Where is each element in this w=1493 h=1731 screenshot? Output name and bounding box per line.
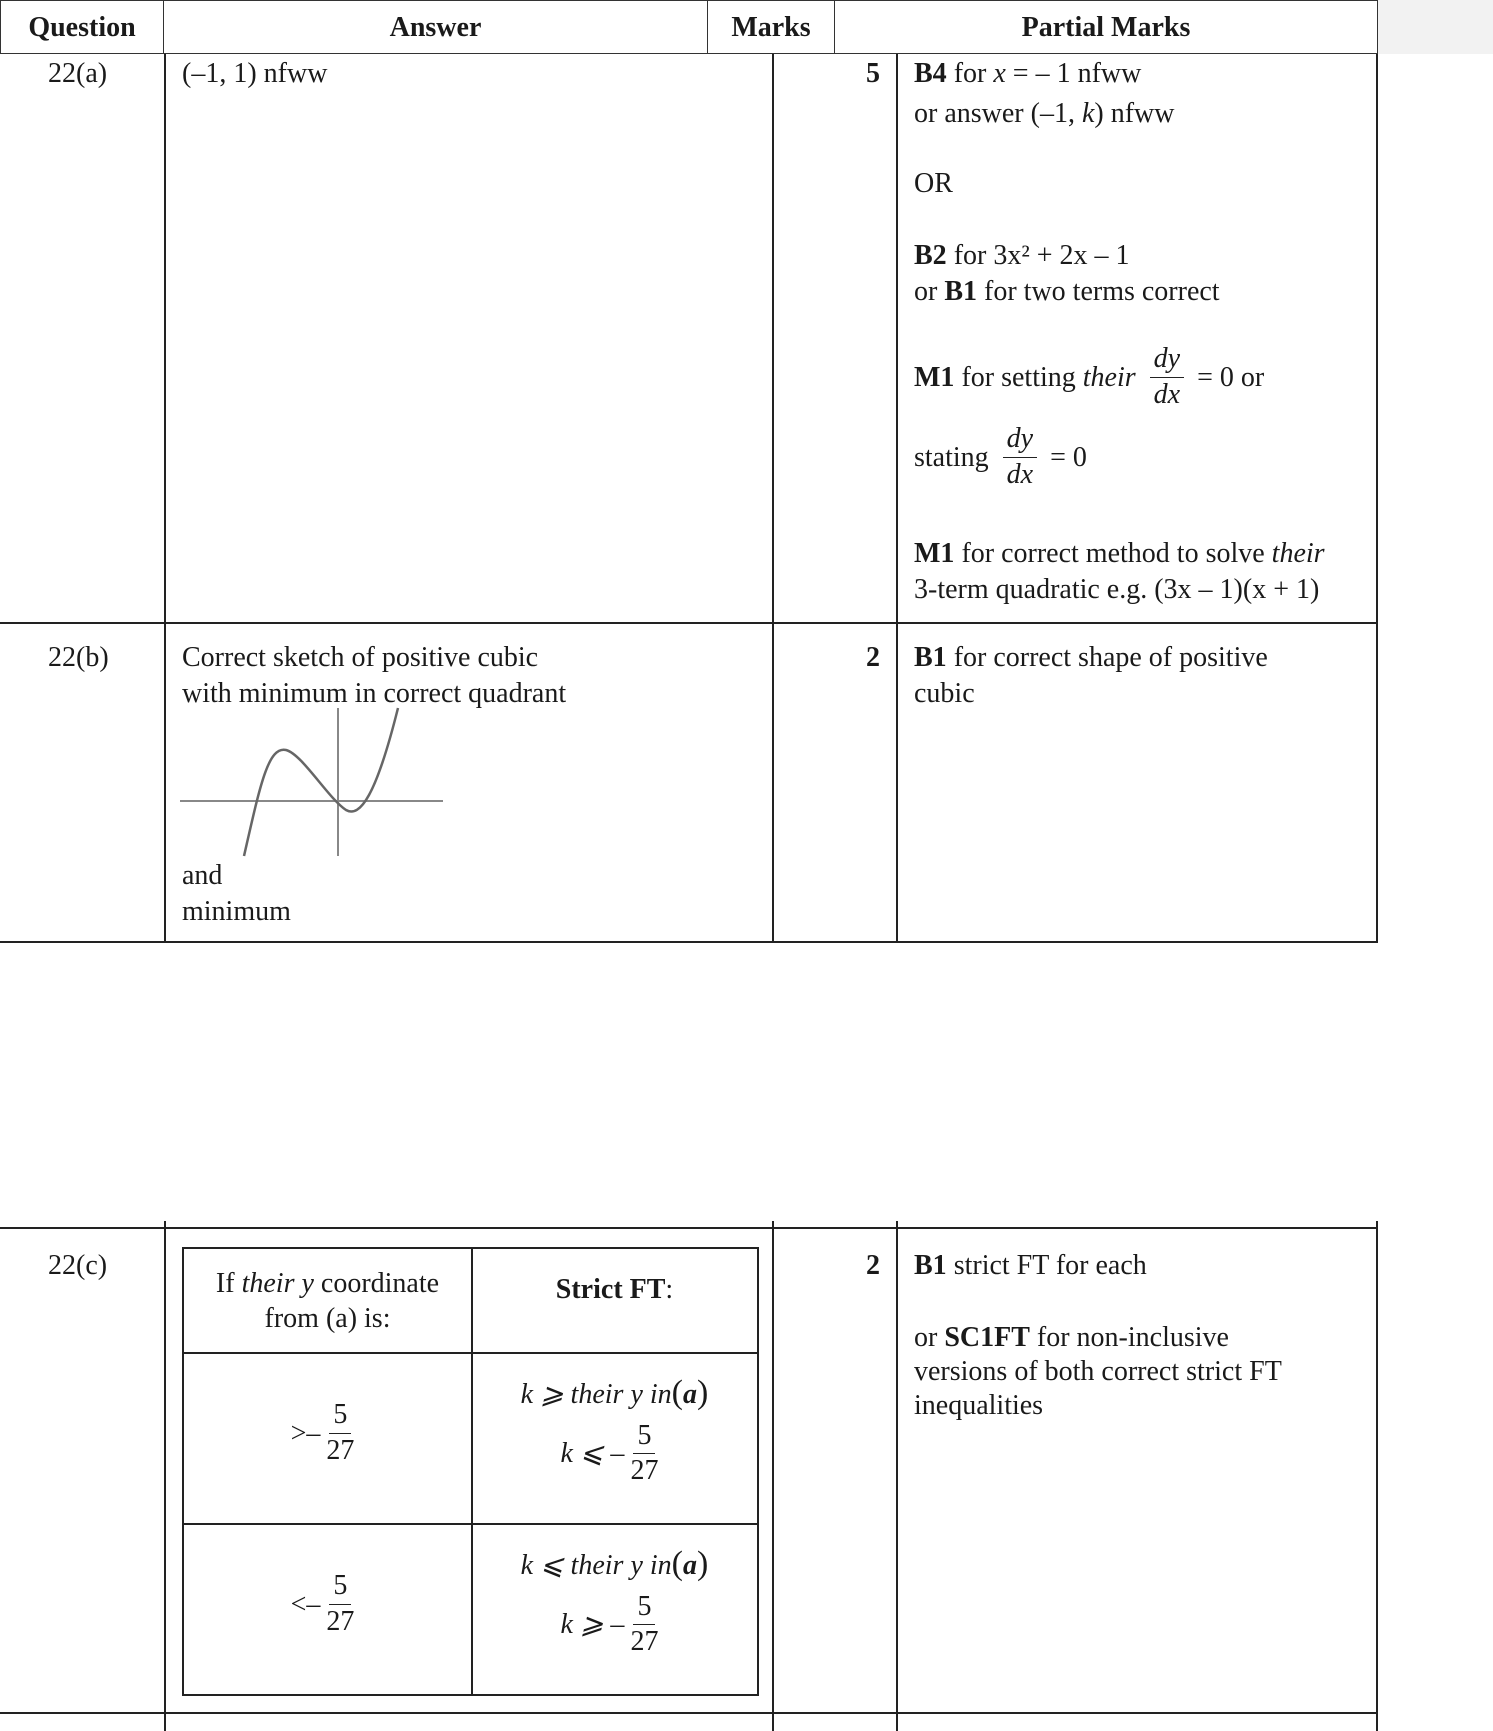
header-partial-marks (834, 0, 1378, 54)
b4-text-2: = – 1 nfww (1005, 58, 1142, 89)
row2-ineq-fraction (626, 1592, 662, 1659)
b1-22c-text: strict FT for each (946, 1250, 1147, 1281)
col-c-divider-marks (896, 1221, 898, 1731)
partial-22b-line2: cubic (914, 678, 975, 709)
col-c-divider-answer (772, 1221, 774, 1731)
header-partial-label: Partial Marks (1021, 11, 1191, 43)
dy-2: dy (1003, 424, 1037, 458)
col-divider-right (1376, 54, 1378, 943)
code-b1: B1 (944, 276, 978, 307)
code-b1-22b: B1 (914, 642, 947, 673)
inner-header-strictft (473, 1249, 756, 1329)
dy-1: dy (1150, 344, 1184, 378)
partial-stating (914, 424, 1087, 491)
header-answer (163, 0, 708, 54)
sc-pre: or (914, 1322, 945, 1353)
partial-b2 (914, 238, 1130, 273)
code-m1b: M1 (914, 538, 955, 569)
inner-row1-ineq (473, 1354, 756, 1523)
partial-b4-alt (914, 96, 1174, 131)
row-c-bottom (0, 1712, 1378, 1714)
code-b4: B4 (914, 58, 947, 89)
partial-22c-line2: versions of both correct strict FT (914, 1356, 1282, 1387)
b1-pre: or (914, 276, 945, 307)
row1-ineq1: k ⩾ their y in(a) (520, 1374, 709, 1411)
row1-ineq2-text: k ⩽ – (560, 1438, 625, 1470)
inner-row2-condition (184, 1525, 471, 1693)
m1a-text: for setting (954, 361, 1083, 393)
b2-text: for 3x² + 2x – 1 (946, 240, 1130, 271)
question-22a: 22(a) (48, 58, 108, 89)
header-marks (707, 0, 835, 54)
code-b1-22c: B1 (914, 1250, 947, 1281)
code-m1a: M1 (914, 361, 955, 393)
partial-22c-line3: inequalities (914, 1390, 1044, 1421)
row2-cond-sign: <– (290, 1588, 321, 1620)
stating-text: stating (914, 441, 989, 473)
dx-1: dx (1153, 378, 1181, 410)
partial-or: OR (914, 168, 953, 199)
m1a-end: = 0 or (1190, 361, 1265, 393)
marks-22a: 5 (866, 58, 880, 89)
row2-ineq1: k ⩽ their y in(a) (520, 1545, 709, 1582)
col-divider-answer (772, 54, 774, 943)
b4-alt-1: or answer (–1, (914, 98, 1082, 129)
sc-text: for non-inclusive (1029, 1322, 1229, 1353)
inner-h1-pre: If (215, 1267, 242, 1299)
partial-b4 (914, 56, 1141, 91)
col-divider-question (164, 54, 166, 943)
row2-ineq-27: 27 (630, 1626, 659, 1658)
answer-22b-line2: with minimum in correct quadrant (182, 678, 567, 709)
header-question-label: Question (28, 11, 136, 43)
code-sc1ft: SC1FT (944, 1322, 1030, 1353)
inner-row1-condition (184, 1354, 471, 1523)
b4-alt-var: k (1081, 98, 1095, 129)
inner-h2: Strict FT (555, 1273, 666, 1305)
partial-m1-line2: 3-term quadratic e.g. (3x – 1)(x + 1) (914, 574, 1320, 605)
inner-row2-ineq (473, 1525, 756, 1693)
row2-five: 5 (329, 1571, 351, 1605)
partial-22b-b1 (914, 640, 1268, 675)
inner-h1-post: coordinate (313, 1267, 440, 1299)
row-divider-ab (0, 622, 1378, 624)
fraction-dydx-2 (1003, 424, 1037, 491)
header-filler (1378, 0, 1493, 54)
b1-22b-text: for correct shape of positive (946, 642, 1268, 673)
code-b2: B2 (914, 240, 947, 271)
row2-27: 27 (326, 1605, 355, 1637)
header-question (0, 0, 164, 54)
col-c-divider-question (164, 1221, 166, 1731)
question-22b: 22(b) (48, 642, 109, 673)
b1-text: for two terms correct (977, 276, 1220, 307)
b4-var: x (993, 58, 1006, 89)
row1-a: a (682, 1379, 697, 1410)
inner-h2-colon: : (665, 1273, 674, 1305)
answer-22b-line4: minimum (182, 896, 291, 927)
answer-22b-line1: Correct sketch of positive cubic (182, 642, 539, 673)
row1-ineq-27: 27 (630, 1455, 659, 1487)
row1-cond-fraction (322, 1400, 358, 1467)
partial-22c-b1 (914, 1248, 1147, 1283)
m1b-text: for correct method to solve (954, 538, 1272, 569)
col-divider-marks (896, 54, 898, 943)
answer-22b-line3: and (182, 860, 223, 891)
row-c-top (0, 1227, 1378, 1229)
partial-b1-terms (914, 274, 1220, 309)
b4-alt-2: ) nfww (1094, 98, 1175, 129)
b4-text-1: for (946, 58, 994, 89)
row2-ineq1-text: k ⩽ their y in (520, 1550, 672, 1581)
row-divider-b-bottom (0, 941, 1378, 943)
row2-ineq2-text: k ⩾ – (560, 1609, 625, 1641)
row2-ineq-five: 5 (633, 1592, 655, 1626)
partial-22c-sc (914, 1320, 1229, 1355)
header-marks-label: Marks (731, 11, 811, 43)
row2-cond-fraction (322, 1571, 358, 1638)
answer-22a: (–1, 1) nfww (182, 58, 328, 89)
strict-ft-table (182, 1247, 759, 1696)
row1-ineq-five: 5 (633, 1421, 655, 1455)
row1-27: 27 (326, 1435, 355, 1466)
row1-cond-sign: >– (290, 1418, 321, 1449)
marks-22c: 2 (866, 1250, 880, 1281)
inner-h1-line2: from (a) is: (264, 1302, 391, 1334)
m1b-their: their (1271, 538, 1325, 569)
partial-m1-method (914, 536, 1325, 571)
inner-h1-line1 (216, 1266, 439, 1301)
question-22c: 22(c) (48, 1250, 108, 1281)
marks-22b: 2 (866, 642, 880, 673)
col-c-divider-right (1376, 1221, 1378, 1731)
row1-five: 5 (329, 1400, 351, 1434)
header-answer-label: Answer (389, 11, 482, 43)
row2-a: a (682, 1550, 697, 1581)
dx-2: dx (1006, 458, 1034, 490)
inner-h1-their: their y (241, 1267, 314, 1299)
row2-ineq2 (561, 1592, 669, 1659)
row1-ineq-fraction (626, 1421, 662, 1488)
stating-end: = 0 (1043, 441, 1087, 473)
row1-ineq1-text: k ⩾ their y in (520, 1379, 672, 1410)
cubic-curve (244, 708, 398, 856)
row1-ineq2 (561, 1421, 669, 1488)
partial-m1-setting (914, 344, 1264, 411)
inner-header-condition (184, 1249, 471, 1352)
m1a-their: their (1082, 361, 1136, 393)
fraction-dydx-1 (1150, 344, 1184, 411)
